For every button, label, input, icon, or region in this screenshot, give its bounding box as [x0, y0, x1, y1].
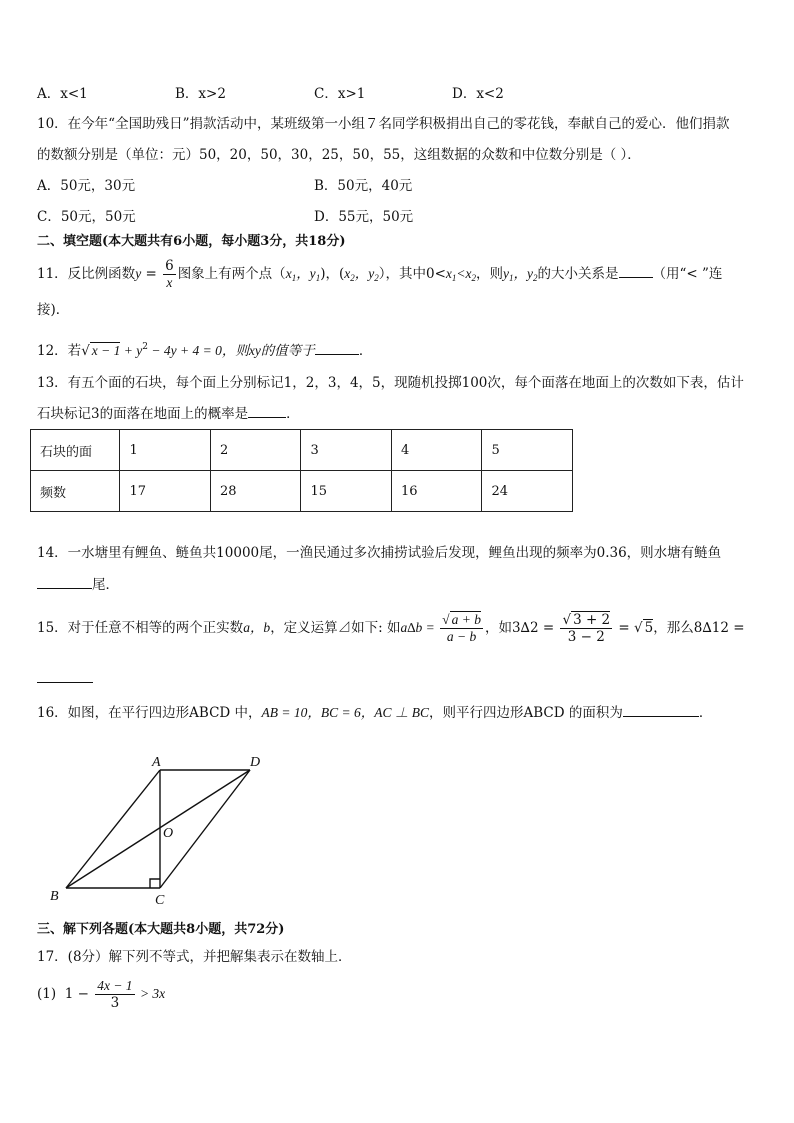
q11-ys: $y_1$，$y_2$: [503, 266, 538, 283]
q11-line1: 11．反比例函数y = $\frac{6}{x}$ 图象上有两个点（$x_1$，$y_1$)，($x_2$，$y_2$），其中$0<x_1<x_2$，则$y_1$，$y_2$的大小关系是 （用“< ”连: [37, 258, 723, 290]
q13-line2-text: 石块标记3的面落在地面上的概率是: [37, 406, 249, 422]
q17-part-label: (1): [37, 986, 57, 1002]
table-row-label: 频数: [31, 471, 120, 512]
q10-option-a: A．50元，30元: [37, 178, 136, 194]
q11-point1: $x_1$，$y_1$: [285, 266, 321, 283]
q17-line1: 17．(8分）解下列不等式，并把解集表示在数轴上．: [37, 949, 352, 965]
q11-eq: =: [141, 266, 162, 282]
q15-ex-num: √ 3 + 2: [562, 612, 611, 628]
q15-num-radicand: a + b: [451, 612, 481, 627]
q16-blank: [623, 702, 699, 717]
option-a: A．x<1: [37, 86, 88, 102]
right-angle-mark: [150, 879, 160, 888]
q11-rest3: 的大小关系是: [537, 266, 619, 282]
q11-prefix: 11．反比例函数: [37, 266, 136, 282]
q11-line2: 接)．: [37, 302, 70, 318]
q11-point2: $x_2$，$y_2$: [344, 266, 379, 283]
section2-title: 二、填空题(本大题共有6小题，每小题3分，共18分): [37, 234, 346, 249]
label-c: C: [155, 893, 165, 908]
q11-den: x: [166, 275, 173, 290]
section3-title: 三、解下列各题(本大题共8小题，共72分): [37, 922, 285, 937]
q10-line2: 的数额分别是（单位：元）50，20，50，30，25，50，55，这组数据的众数和中位数分别是（ ）．: [37, 147, 641, 163]
q15-num: √ a + b: [442, 612, 481, 627]
option-b: B．x>2: [175, 86, 226, 102]
q15-lhs: a∆b =: [400, 620, 439, 635]
segment-dc: [160, 770, 250, 888]
q11-y: y: [135, 266, 142, 281]
q15-line2: [37, 668, 93, 689]
q11-rest2: ，则: [476, 266, 503, 282]
q14-end: 尾．: [92, 577, 119, 593]
q15-mid: ，定义运算⊿如下: 如: [270, 620, 401, 636]
q15-ex-fraction: [560, 612, 612, 645]
q10-option-c: C．50元，50元: [37, 209, 136, 225]
q13-blank: [248, 403, 286, 418]
table-cell: 1: [120, 430, 211, 471]
q17-one: 1 −: [64, 986, 94, 1002]
q15-ab: a，b: [243, 620, 271, 635]
q12-expr: + y: [120, 343, 143, 358]
q16-prefix: 16．如图，在平行四边形ABCD 中，: [37, 705, 262, 721]
label-d: D: [250, 755, 261, 770]
q16-cond: AB = 10，BC = 6，AC ⊥ BC: [261, 705, 430, 720]
q11-fraction: [163, 258, 176, 291]
segment-ba: [66, 770, 160, 888]
option-d: D．x<2: [452, 86, 504, 102]
q10-line1: 10．在今年“全国助残日”捐款活动中，某班级第一小组７名同学积极捐出自己的零花钱，奉献自己的爱心．他们捐款: [37, 116, 730, 132]
q12: 12．若√ $x - 1 + y^2 - 4y + 4 = 0$，则xy的值等于 ．: [37, 342, 373, 359]
q17-den: 3: [110, 995, 120, 1011]
q15-tail: ，那么8∆12 =: [653, 620, 745, 636]
q15: 15．对于任意不相等的两个正实数a，b，定义运算⊿如下: 如a∆b = $\frac{√ a + b}{a - b}$ ，如3∆2 = $\frac{√ 3 + 2}{3 - 2}$ = √ 5，那么8∆12 =: [37, 612, 745, 645]
q15-ex-res: =: [614, 620, 635, 636]
q14-blank: [37, 574, 92, 589]
label-b: B: [50, 889, 59, 904]
q13-line1: 13．有五个面的石块，每个面上分别标记1，2，3，4，5，现随机投掷100次，每个面落在地面上的次数如下表，估计: [37, 375, 744, 391]
q16-tail: ，则平行四边形ABCD 的面积为: [429, 705, 623, 721]
label-o: O: [163, 826, 174, 841]
frequency-table: [30, 429, 573, 512]
table-cell: 3: [301, 430, 392, 471]
table-cell: 15: [301, 471, 392, 512]
q11-rest: ），其中0<: [378, 266, 446, 282]
q12-expr2: − 4y + 4 = 0，则xy的值等于: [148, 343, 315, 358]
q15-fraction: [440, 612, 483, 645]
segment-bd: [66, 770, 250, 888]
q13-line2: [37, 403, 300, 424]
q12-blank: [315, 340, 359, 355]
q12-end: ．: [358, 343, 373, 359]
table-cell: 24: [482, 471, 573, 512]
label-a: A: [152, 755, 161, 770]
q16: [37, 702, 712, 723]
q10-option-b: B．50元，40元: [314, 178, 413, 194]
table-cell: 17: [120, 471, 211, 512]
q11-blank: [619, 263, 653, 278]
q17-part1: [37, 976, 165, 1012]
q17-fraction: [95, 978, 134, 1011]
q15-den: a − b: [446, 629, 477, 644]
q10-option-d: D．55元，50元: [314, 209, 414, 225]
q15-blank: [37, 668, 93, 683]
q12-prefix: 12．若: [37, 343, 82, 359]
q11-num: 6: [165, 258, 174, 274]
table-cell: 16: [391, 471, 482, 512]
q17-rhs: > 3x: [136, 986, 166, 1001]
q11-mid: 图象上有两个点（: [177, 266, 286, 282]
q15-prefix: 15．对于任意不相等的两个正实数: [37, 620, 244, 636]
q15-ex-res-radicand: 5: [644, 620, 654, 636]
q11-ineq: $x_1<x_2$: [445, 266, 476, 283]
q15-ex: ，如3∆2 =: [484, 620, 559, 636]
table-cell: 28: [210, 471, 301, 512]
table-row: [31, 430, 573, 471]
table-cell: 5: [482, 430, 573, 471]
table-cell: 2: [210, 430, 301, 471]
parallelogram-figure: [40, 748, 280, 908]
table-cell: 4: [391, 430, 482, 471]
table-row: [31, 471, 573, 512]
q12-radicand: x − 1: [91, 343, 121, 358]
q14-line2: [37, 574, 119, 595]
table-header-label: 石块的面: [31, 430, 120, 471]
q16-end: ．: [698, 705, 713, 721]
q11-tail: （用“< ”连: [652, 266, 723, 282]
q13-end: ．: [286, 406, 300, 422]
q17-num: 4x − 1: [97, 978, 133, 993]
q15-ex-den: 3 − 2: [567, 629, 605, 645]
option-c: C．x>1: [314, 86, 366, 102]
q15-ex-num-radicand: 3 + 2: [573, 612, 611, 628]
q14-line1: 14．一水塘里有鲤鱼、鲢鱼共10000尾，一渔民通过多次捕捞试验后发现，鲤鱼出现的频率为0.36，则水塘有鲢鱼: [37, 545, 722, 561]
